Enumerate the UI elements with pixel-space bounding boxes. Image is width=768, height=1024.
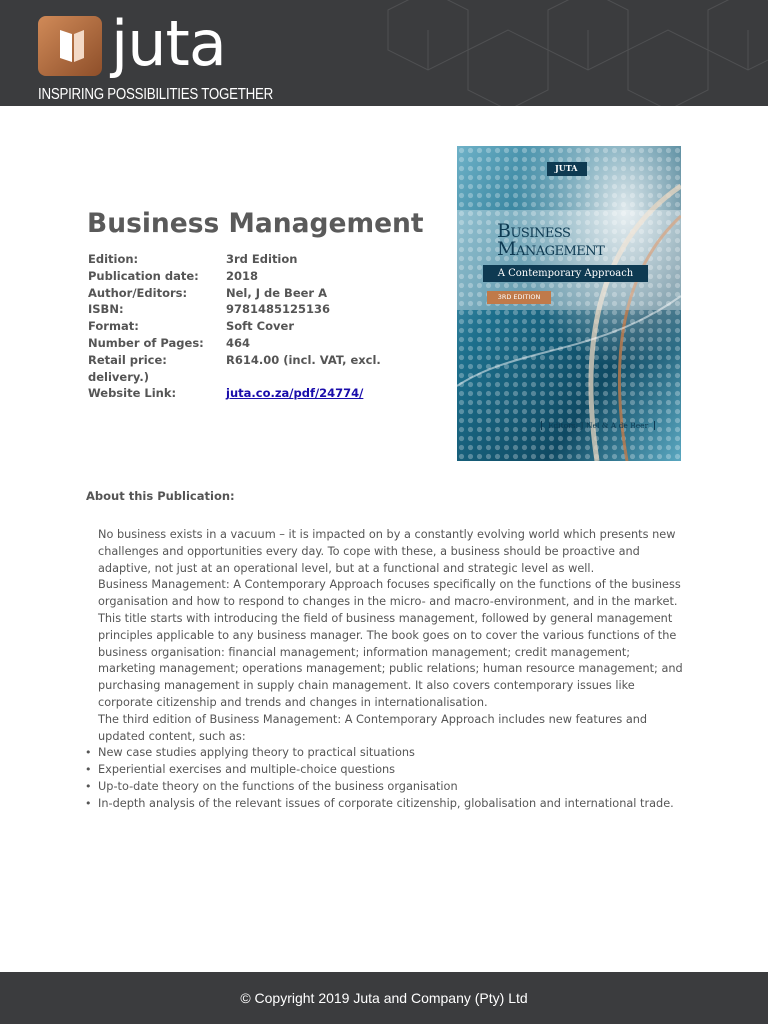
book-title: Business Management — [87, 208, 424, 239]
cover-editors: Editors: J Nel & A de Beer — [541, 421, 655, 430]
price-value-continued: delivery.) — [88, 369, 149, 384]
detail-row-isbn — [88, 301, 398, 318]
detail-value: 3rd Edition — [226, 252, 298, 266]
footer-bar — [0, 972, 768, 1024]
detail-row-website — [88, 385, 398, 402]
detail-label: Publication date: — [88, 268, 199, 283]
header-banner — [0, 0, 768, 106]
detail-value: 9781485125136 — [226, 302, 331, 317]
book-details — [88, 251, 398, 402]
about-heading: About this Publication: — [86, 489, 235, 503]
detail-value: 464 — [226, 335, 251, 350]
detail-label: Author/Editors: — [88, 285, 188, 300]
detail-row-price — [88, 352, 398, 386]
feature-list-item: • In-depth analysis of the relevant issues of corporate citizenship, globalisation and international trade. — [98, 796, 688, 813]
feature-list-item: • Experiential exercises and multiple-choice questions — [98, 762, 688, 779]
about-body — [98, 527, 688, 813]
cover-edition-badge: 3RD EDITION — [487, 291, 551, 304]
detail-row-format — [88, 318, 398, 335]
cover-subtitle: A Contemporary Approach — [483, 265, 648, 282]
price-value: R614.00 (incl. VAT, excl. — [226, 352, 381, 367]
detail-label: Format: — [88, 319, 139, 334]
feature-list — [98, 745, 688, 812]
about-paragraph: The third edition of Business Management: A Contemporary Approach includes new features and updated content, such as: — [98, 712, 648, 743]
brand-tagline: INSPIRING POSSIBILITIES TOGETHER — [38, 86, 273, 103]
detail-row-publication-date — [88, 268, 398, 285]
feature-list-item: • New case studies applying theory to practical situations — [98, 745, 688, 762]
detail-label: Number of Pages: — [88, 335, 204, 350]
cover-publisher: JUTA — [555, 163, 578, 173]
website-link[interactable]: juta.co.za/pdf/24774/ — [226, 386, 364, 401]
detail-value: Nel, J de Beer A — [226, 285, 327, 300]
copyright-text: © Copyright 2019 Juta and Company (Pty) Ltd — [240, 990, 528, 1006]
detail-label: ISBN: — [88, 302, 124, 317]
about-paragraph: Business Management: A Contemporary Approach focuses specifically on the functions of the business organisation and how to respond to changes in the micro- and macro-environment, and in the market. — [98, 578, 681, 609]
about-paragraph: No business exists in a vacuum – it is impacted on by a constantly evolving world which presents new challenges and opportunities every day. To cope with these, a business should be proactive and adaptive, not just at an operational level, but at a functional and strategic level as well. — [98, 528, 676, 575]
brand-wordmark: juta — [111, 7, 226, 80]
detail-row-edition — [88, 251, 398, 268]
detail-label: Edition: — [88, 252, 139, 266]
cover-title-line1: Business — [497, 220, 571, 242]
detail-row-pages — [88, 335, 398, 352]
website-label: Website Link: — [88, 386, 177, 401]
detail-value: 2018 — [226, 268, 259, 283]
about-paragraph: This title starts with introducing the field of business management, followed by general management principles applicable to any business manager. The book goes on to cover the various functions of the business organisation: financial management; information management; credit management; marketing management; operations management; public relations; human resource management; and purchasing management in supply chain management. It also covers contemporary issues like corporate citizenship and trends and changes in internationalisation. — [98, 611, 683, 709]
detail-row-authors — [88, 285, 398, 302]
juta-logo-icon — [38, 16, 102, 76]
book-cover-image — [457, 146, 681, 461]
hexagon-pattern-background — [348, 0, 768, 106]
detail-value: Soft Cover — [226, 319, 294, 334]
feature-list-item: • Up-to-date theory on the functions of the business organisation — [98, 779, 688, 796]
price-label: Retail price: — [88, 352, 167, 367]
cover-title-line2: Management — [497, 238, 605, 260]
